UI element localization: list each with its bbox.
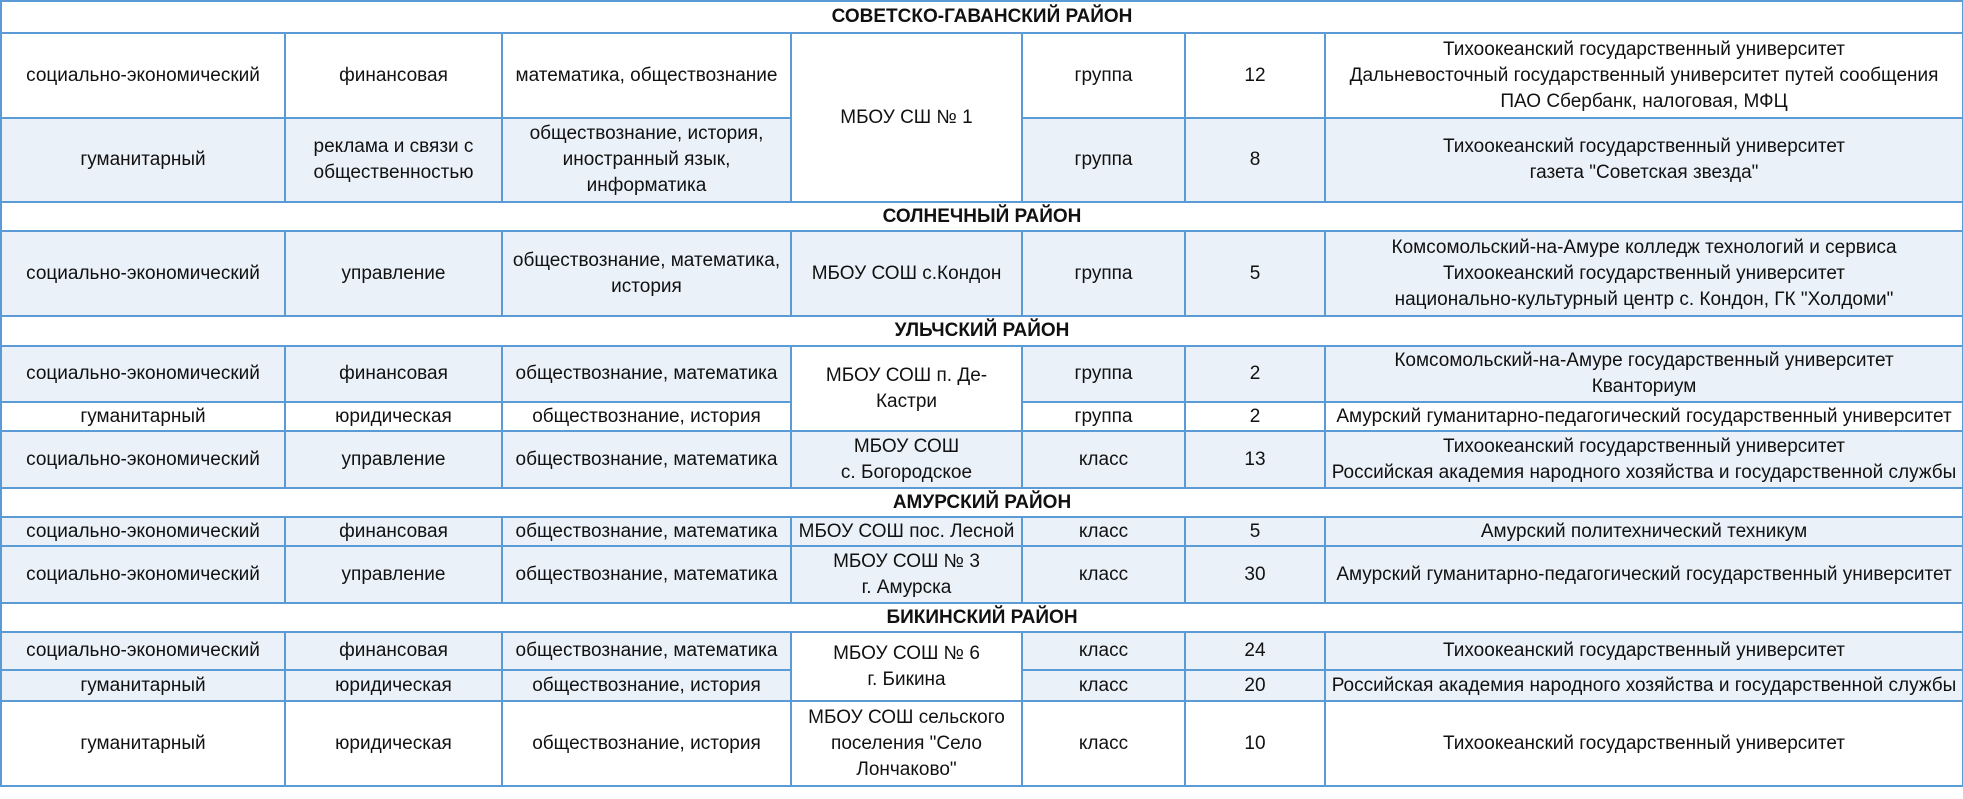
direction-cell: управление: [285, 231, 502, 316]
subjects-cell: обществознание, история: [502, 402, 791, 431]
count-cell: 20: [1185, 670, 1325, 701]
form-cell: класс: [1022, 701, 1185, 786]
profile-cell: социально-экономический: [1, 546, 285, 603]
profile-cell: гуманитарный: [1, 670, 285, 701]
subjects-cell: обществознание, математика: [502, 632, 791, 670]
direction-cell: финансовая: [285, 33, 502, 118]
direction-cell: реклама и связи с общественностью: [285, 118, 502, 202]
subjects-cell: обществознание, математика, история: [502, 231, 791, 316]
direction-cell: финансовая: [285, 517, 502, 546]
count-cell: 13: [1185, 431, 1325, 488]
school-cell: МБОУ СОШ сельского поселения "Село Лончаково": [791, 701, 1022, 786]
subjects-cell: обществознание, математика: [502, 517, 791, 546]
section-header: СОВЕТСКО-ГАВАНСКИЙ РАЙОН: [1, 1, 1963, 33]
profile-cell: социально-экономический: [1, 431, 285, 488]
form-cell: класс: [1022, 517, 1185, 546]
form-cell: класс: [1022, 431, 1185, 488]
section-header: СОЛНЕЧНЫЙ РАЙОН: [1, 202, 1963, 231]
partners-cell: Амурский политехнический техникум: [1325, 517, 1963, 546]
school-cell: МБОУ СОШ с.Кондон: [791, 231, 1022, 316]
direction-cell: юридическая: [285, 670, 502, 701]
partners-cell: Тихоокеанский государственный университет: [1325, 701, 1963, 786]
partners-cell: Амурский гуманитарно-педагогический государственный университет: [1325, 402, 1963, 431]
profile-cell: социально-экономический: [1, 346, 285, 402]
count-cell: 5: [1185, 517, 1325, 546]
school-cell: МБОУ СОШ пос. Лесной: [791, 517, 1022, 546]
form-cell: группа: [1022, 346, 1185, 402]
school-cell: МБОУ СОШ с. Богородское: [791, 431, 1022, 488]
form-cell: класс: [1022, 546, 1185, 603]
form-cell: класс: [1022, 670, 1185, 701]
section-header: АМУРСКИЙ РАЙОН: [1, 488, 1963, 517]
school-cell: МБОУ СШ № 1: [791, 33, 1022, 202]
count-cell: 24: [1185, 632, 1325, 670]
count-cell: 2: [1185, 346, 1325, 402]
profile-cell: гуманитарный: [1, 701, 285, 786]
direction-cell: управление: [285, 546, 502, 603]
partners-cell: Амурский гуманитарно-педагогический государственный университет: [1325, 546, 1963, 603]
subjects-cell: обществознание, математика: [502, 346, 791, 402]
profile-cell: социально-экономический: [1, 632, 285, 670]
partners-cell: Тихоокеанский государственный университет Российская академия народного хозяйства и государственной службы: [1325, 431, 1963, 488]
count-cell: 8: [1185, 118, 1325, 202]
count-cell: 12: [1185, 33, 1325, 118]
profile-cell: социально-экономический: [1, 33, 285, 118]
partners-cell: Комсомольский-на-Амуре колледж технологий и сервиса Тихоокеанский государственный университет национально-культурный центр с. Кондон, ГК "Холдоми": [1325, 231, 1963, 316]
form-cell: группа: [1022, 118, 1185, 202]
direction-cell: финансовая: [285, 346, 502, 402]
section-header: УЛЬЧСКИЙ РАЙОН: [1, 316, 1963, 346]
direction-cell: финансовая: [285, 632, 502, 670]
partners-cell: Тихоокеанский государственный университет газета "Советская звезда": [1325, 118, 1963, 202]
direction-cell: управление: [285, 431, 502, 488]
count-cell: 5: [1185, 231, 1325, 316]
direction-cell: юридическая: [285, 402, 502, 431]
form-cell: группа: [1022, 231, 1185, 316]
partners-cell: Тихоокеанский государственный университет: [1325, 632, 1963, 670]
profile-cell: социально-экономический: [1, 517, 285, 546]
profile-cell: социально-экономический: [1, 231, 285, 316]
direction-cell: юридическая: [285, 701, 502, 786]
section-header: БИКИНСКИЙ РАЙОН: [1, 603, 1963, 632]
form-cell: группа: [1022, 402, 1185, 431]
partners-cell: Комсомольский-на-Амуре государственный университет Кванториум: [1325, 346, 1963, 402]
subjects-cell: математика, обществознание: [502, 33, 791, 118]
form-cell: класс: [1022, 632, 1185, 670]
profile-cell: гуманитарный: [1, 402, 285, 431]
partners-cell: Тихоокеанский государственный университет Дальневосточный государственный университет путей сообщения ПАО Сбербанк, налоговая, МФЦ: [1325, 33, 1963, 118]
school-cell: МБОУ СОШ п. Де-Кастри: [791, 346, 1022, 431]
school-cell: МБОУ СОШ № 6 г. Бикина: [791, 632, 1022, 701]
subjects-cell: обществознание, история: [502, 701, 791, 786]
school-cell: МБОУ СОШ № 3 г. Амурска: [791, 546, 1022, 603]
subjects-cell: обществознание, математика: [502, 431, 791, 488]
partners-cell: Российская академия народного хозяйства и государственной службы: [1325, 670, 1963, 701]
subjects-cell: обществознание, математика: [502, 546, 791, 603]
count-cell: 10: [1185, 701, 1325, 786]
profile-cell: гуманитарный: [1, 118, 285, 202]
count-cell: 2: [1185, 402, 1325, 431]
subjects-cell: обществознание, история, иностранный язык, информатика: [502, 118, 791, 202]
subjects-cell: обществознание, история: [502, 670, 791, 701]
form-cell: группа: [1022, 33, 1185, 118]
count-cell: 30: [1185, 546, 1325, 603]
